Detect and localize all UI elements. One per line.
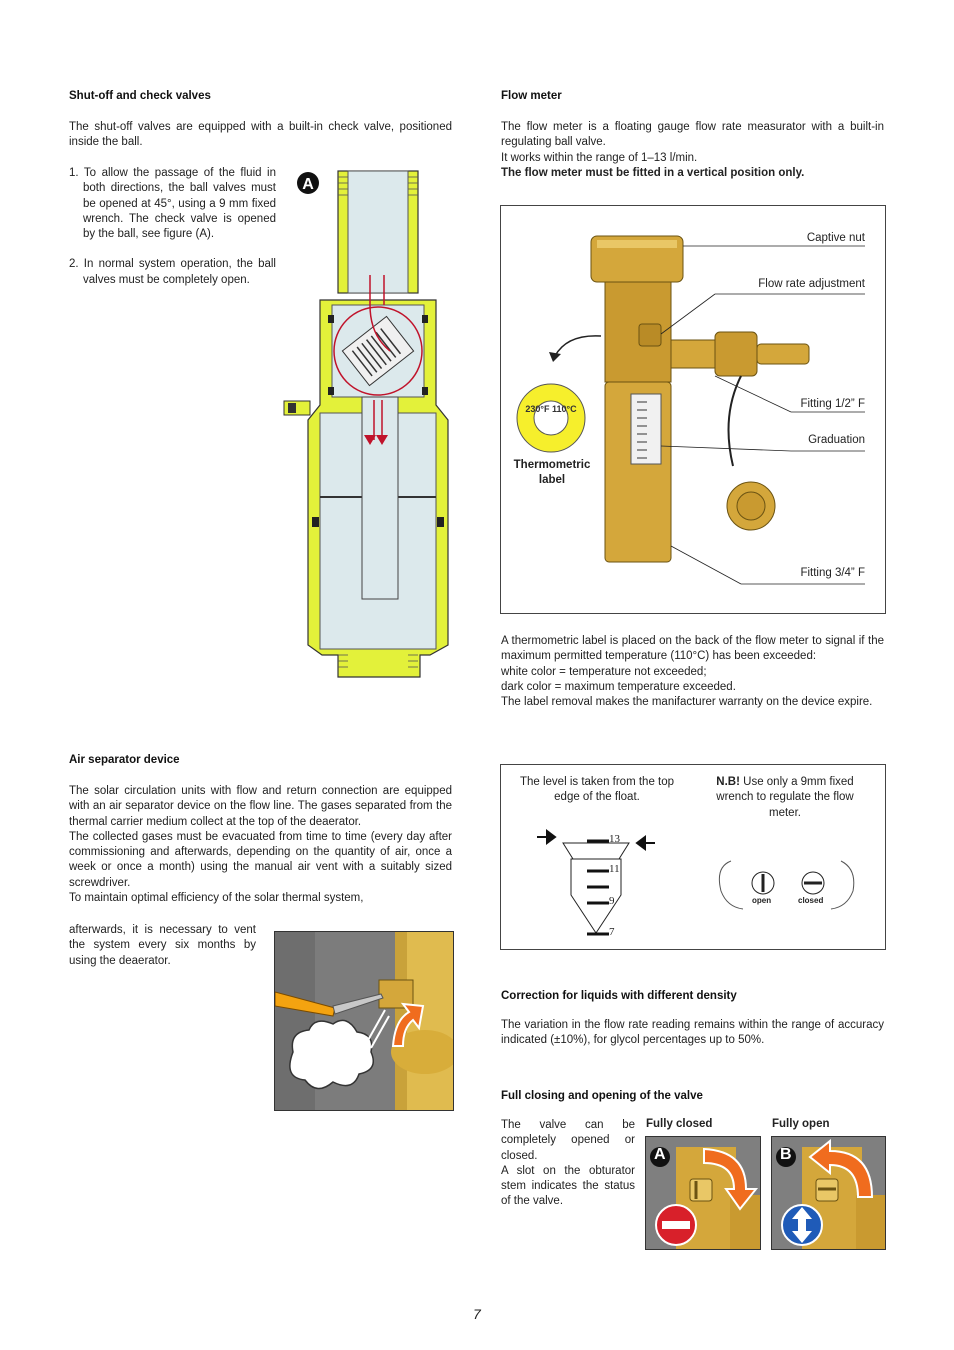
valve-title: Full closing and opening of the valve xyxy=(501,1090,703,1102)
float-and-wrench-drawing xyxy=(501,765,885,949)
air-vent-drawing xyxy=(275,932,453,1110)
scale-11: 11 xyxy=(609,863,620,875)
level-text: The level is taken from the top edge of the float. xyxy=(519,776,675,804)
callout-fitting-half: Fitting 1/2” F xyxy=(800,398,865,410)
scale-7: 7 xyxy=(609,926,615,938)
flow-after-4: The label removal makes the manifacturer warranty on the device expire. xyxy=(501,696,873,709)
open-label: open xyxy=(752,896,772,905)
valve-text xyxy=(501,1118,635,1210)
shutoff-intro: The shut-off valves are equipped with a built-in check valve, positioned inside the ball. xyxy=(69,121,452,149)
nb-bold: N.B! xyxy=(716,776,740,788)
flow-after-2: white color = temperature not exceeded; xyxy=(501,665,707,678)
air-p3a: To maintain optimal efficiency of the solar thermal system, xyxy=(69,892,364,905)
flow-meter-figure xyxy=(500,205,886,614)
valve-label-b: B xyxy=(780,1146,792,1163)
valve-closed-illustration xyxy=(645,1136,761,1250)
flow-p1: The flow meter is a floating gauge flow rate measurator with a built-in regulating ball valve. xyxy=(501,121,884,149)
figure-label-a: A xyxy=(302,176,314,193)
flow-title: Flow meter xyxy=(501,90,562,102)
shutoff-step-1: 1. To allow the passage of the fluid in both directions, the ball valves must be opened at 45°, using a 9 mm fixed wrench. The check valve is opened by the ball, see figure (A). xyxy=(69,167,276,241)
air-body xyxy=(69,784,452,906)
valve-text-1: The valve can be completely opened or closed. xyxy=(501,1119,635,1162)
thermometric-label-ring: 230°F 110°C xyxy=(525,404,577,414)
valve-open-illustration xyxy=(771,1136,886,1250)
flow-after-3: dark color = maximum temperature exceeded. xyxy=(501,680,736,693)
fully-open-label: Fully open xyxy=(772,1118,830,1130)
scale-9: 9 xyxy=(609,895,615,907)
density-title: Correction for liquids with different density xyxy=(501,990,737,1002)
thermometric-label-caption: Thermometric label xyxy=(513,459,591,487)
scale-13: 13 xyxy=(609,833,620,845)
air-p1: The solar circulation units with flow and return connection are equipped with an air separator device on the flow line. The gases separated from the thermal carrier medium collect at the top of the deaerator. xyxy=(69,785,452,828)
valve-section-figure xyxy=(280,165,460,685)
flow-p3: The flow meter must be fitted in a vertical position only. xyxy=(501,166,805,179)
flow-after xyxy=(501,634,884,710)
callout-fitting-three-quarter: Fitting 3/4” F xyxy=(800,567,865,579)
nb-body: Use only a 9mm fixed wrench to regulate the flow meter. xyxy=(716,776,854,819)
valve-text-2: A slot on the obturator stem indicates the status of the valve. xyxy=(501,1164,635,1208)
callout-graduation: Graduation xyxy=(808,434,865,446)
shutoff-steps xyxy=(69,166,276,303)
flow-intro xyxy=(501,120,884,181)
valve-label-a: A xyxy=(654,1146,666,1163)
level-box xyxy=(500,764,886,950)
air-vent-illustration xyxy=(274,931,454,1111)
flow-p2: It works within the range of 1–13 l/min. xyxy=(501,151,698,164)
shutoff-title: Shut-off and check valves xyxy=(69,90,211,102)
callout-captive-nut: Captive nut xyxy=(806,232,865,244)
page-number: 7 xyxy=(473,1306,481,1322)
air-p2: The collected gases must be evacuated from time to time (every day after commissioning and afterwards, depending on the quantity of air, once a week or once a month) using the manual air vent with a suitably sized screwdriver. xyxy=(69,830,452,889)
air-title: Air separator device xyxy=(69,754,180,766)
closed-label: closed xyxy=(798,896,824,905)
callout-flow-rate-adjustment: Flow rate adjustment xyxy=(758,278,865,290)
flow-after-1: A thermometric label is placed on the back of the flow meter to signal if the maximum permitted temperature (110°C) has been exceeded: xyxy=(501,635,884,663)
shutoff-step-2: 2. In normal system operation, the ball valves must be completely open. xyxy=(69,258,276,286)
fully-closed-label: Fully closed xyxy=(646,1118,713,1130)
air-p3b: afterwards, it is necessary to vent the system every six months by using the deaerator. xyxy=(69,924,256,967)
density-text: The variation in the flow rate reading remains within the range of accuracy indicated (±10%), for glycol percentages up to 50%. xyxy=(501,1019,884,1047)
